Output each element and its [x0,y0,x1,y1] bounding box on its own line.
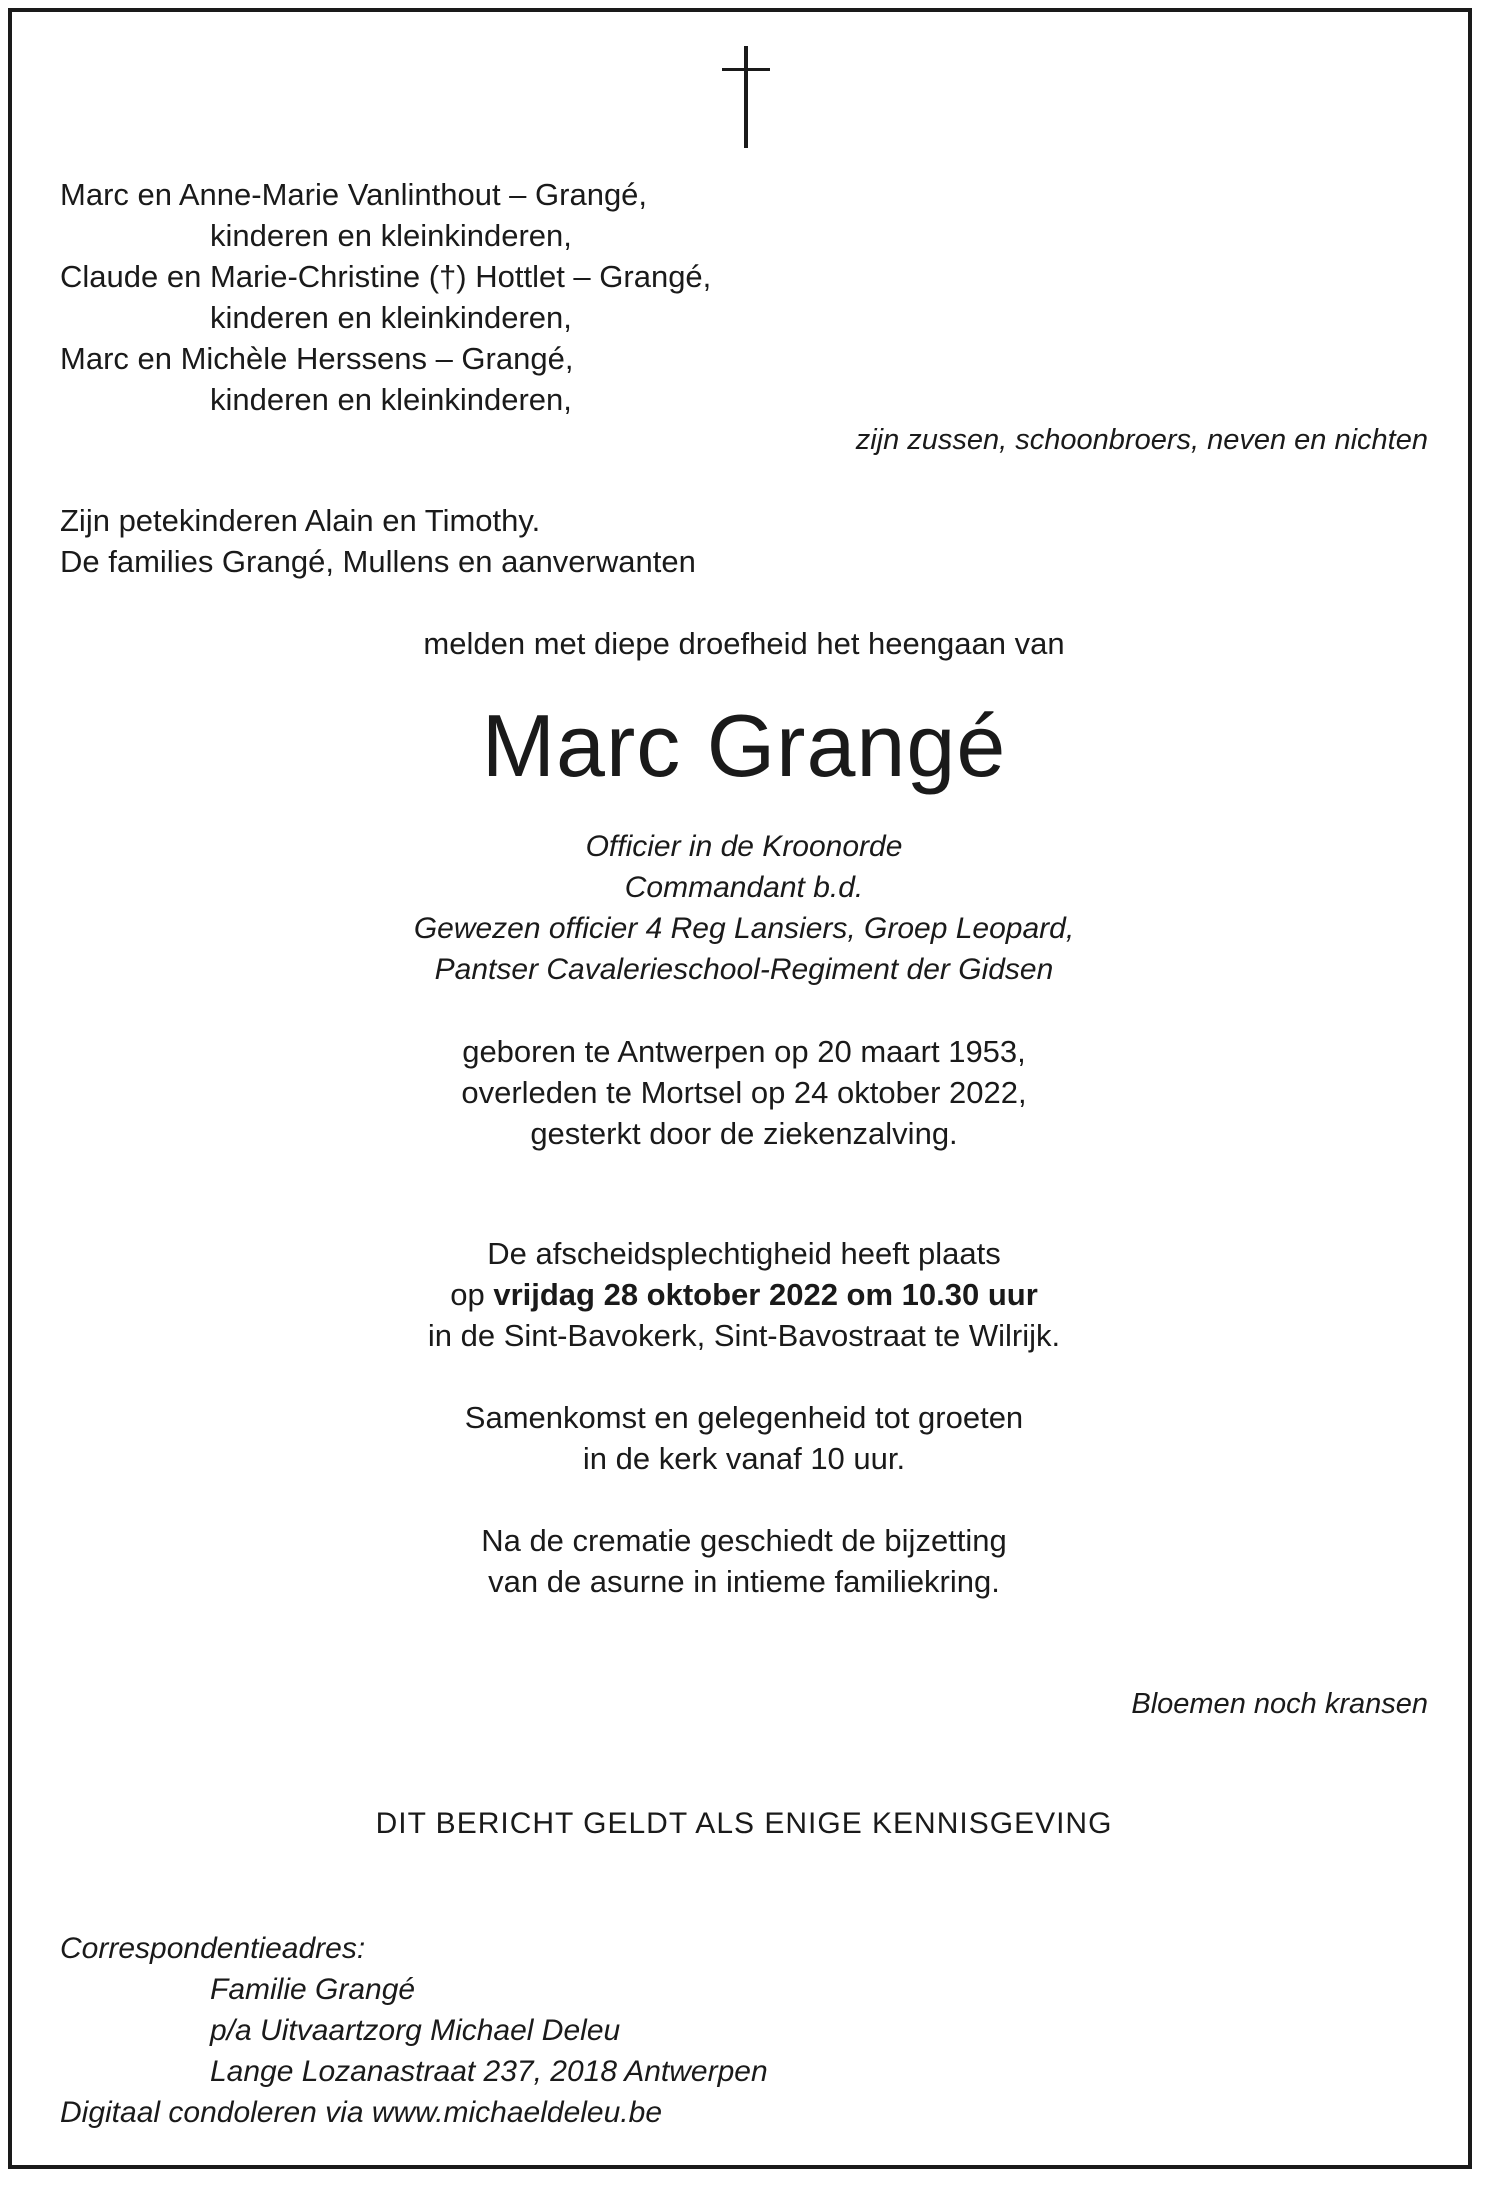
died-line: overleden te Mortsel op 24 oktober 2022, [461,1075,1027,1110]
cremation-line-1: Na de crematie geschiedt de bijzetting [481,1523,1007,1558]
deceased-name: Marc Grangé [481,696,1007,795]
gathering-line-1: Samenkomst en gelegenheid tot groeten [464,1400,1024,1435]
title-line-4: Pantser Cavalerieschool-Regiment der Gidsen [434,953,1054,986]
correspondence-line-2: p/a Uitvaartzorg Michael Deleu [210,2014,621,2047]
title-line-3: Gewezen officier 4 Reg Lansiers, Groep Leopard, [413,912,1075,945]
ceremony-line-3: in de Sint-Bavokerk, Sint-Bavostraat te Wilrijk. [427,1318,1061,1353]
family-line-3: Claude en Marie-Christine (†) Hottlet – Grangé, [60,259,712,294]
online-condolence-line: Digitaal condoleren via www.michaeldeleu.be [60,2096,663,2129]
ceremony-line-2 [0,1274,1488,1315]
correspondence-line-3: Lange Lozanastraat 237, 2018 Antwerpen [210,2055,768,2088]
gathering-line-2: in de kerk vanaf 10 uur. [582,1441,906,1476]
notice-line: DIT BERICHT GELDT ALS ENIGE KENNISGEVING [375,1807,1113,1840]
flowers-note: Bloemen noch kransen [1131,1688,1428,1720]
cross-icon [722,46,770,148]
families-line: De families Grangé, Mullens en aanverwanten [60,544,696,579]
family-relation: zijn zussen, schoonbroers, neven en nichten [855,424,1428,456]
title-line-1: Officier in de Kroonorde [585,830,903,863]
ceremony-prefix: op [450,1277,494,1312]
sacrament-line: gesterkt door de ziekenzalving. [530,1116,958,1151]
family-line-5: Marc en Michèle Herssens – Grangé, [60,341,574,376]
born-line: geboren te Antwerpen op 20 maart 1953, [462,1034,1026,1069]
family-line-2: kinderen en kleinkinderen, [210,218,572,253]
announcement-line: melden met diepe droefheid het heengaan van [423,626,1065,661]
family-line-1: Marc en Anne-Marie Vanlinthout – Grangé, [60,177,648,212]
cremation-line-2: van de asurne in intieme familiekring. [488,1564,1000,1599]
family-line-4: kinderen en kleinkinderen, [210,300,572,335]
correspondence-label: Correspondentieadres: [60,1932,366,1965]
family-line-6: kinderen en kleinkinderen, [210,382,572,417]
ceremony-line-1: De afscheidsplechtigheid heeft plaats [487,1236,1001,1271]
correspondence-line-1: Familie Grangé [210,1973,416,2006]
ceremony-datetime: vrijdag 28 oktober 2022 om 10.30 uur [493,1277,1038,1312]
godchildren-line: Zijn petekinderen Alain en Timothy. [60,503,541,538]
title-line-2: Commandant b.d. [624,871,864,904]
